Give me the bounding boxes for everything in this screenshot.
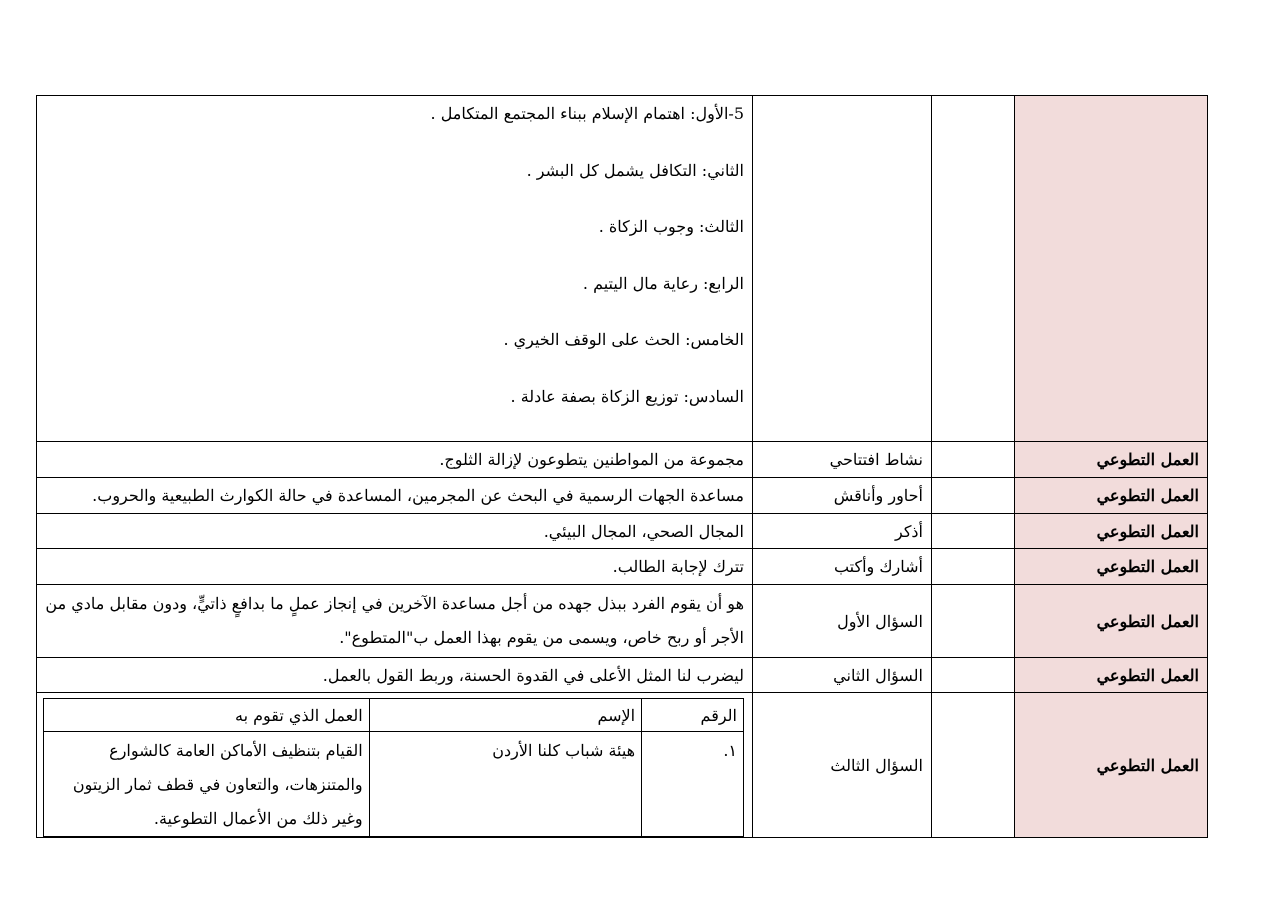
blank-cell [932, 549, 1015, 585]
topic-cell: العمل التطوعي [1015, 693, 1208, 838]
activity-cell: أشارك وأكتب [753, 549, 932, 585]
table-row [37, 514, 1208, 549]
blank-cell [932, 478, 1015, 514]
inner-cell-number: ١. [642, 732, 744, 837]
activity-cell: السؤال الأول [753, 585, 932, 658]
table-row [37, 585, 1208, 658]
table-row [37, 658, 1208, 693]
topic-cell-empty [1015, 96, 1208, 442]
content-cell: المجال الصحي، المجال البيئي. [37, 514, 753, 549]
table-row [37, 478, 1208, 514]
topic-cell: العمل التطوعي [1015, 478, 1208, 514]
lesson-table [36, 95, 1208, 838]
topic-cell: العمل التطوعي [1015, 514, 1208, 549]
inner-cell-name: هيئة شباب كلنا الأردن [369, 732, 641, 837]
content-cell: ليضرب لنا المثل الأعلى في القدوة الحسنة، وربط القول بالعمل. [37, 658, 753, 693]
activity-cell-empty [753, 96, 932, 442]
intro-list-item: 5-الأول: اهتمام الإسلام ببناء المجتمع المتكامل . [430, 104, 744, 123]
inner-cell-work: القيام بتنظيف الأماكن العامة كالشوارع والمتنزهات، والتعاون في قطف ثمار الزيتون وغير ذلك من الأعمال التطوعية. [44, 732, 370, 837]
blank-cell [932, 585, 1015, 658]
intro-list-item: الثالث: وجوب الزكاة . [598, 217, 744, 236]
blank-cell [932, 693, 1015, 838]
topic-cell: العمل التطوعي [1015, 658, 1208, 693]
blank-cell [932, 658, 1015, 693]
activity-cell: نشاط افتتاحي [753, 442, 932, 478]
content-cell: هو أن يقوم الفرد ببذل جهده من أجل مساعدة الآخرين في إنجاز عملٍ ما بدافعٍ ذاتيٍّ، ودون مقابل مادي من الأجر أو ربح خاص، ويسمى من يقوم بهذا العمل ب"المتطوع". [37, 585, 753, 658]
intro-list-item: الثاني: التكافل يشمل كل البشر . [526, 160, 744, 180]
topic-cell: العمل التطوعي [1015, 549, 1208, 585]
inner-table-row [44, 732, 744, 837]
topic-cell: العمل التطوعي [1015, 585, 1208, 658]
intro-list-item: الرابع: رعاية مال اليتيم . [582, 273, 744, 293]
inner-table [43, 698, 744, 837]
blank-cell [932, 96, 1015, 442]
inner-table-header [44, 699, 744, 732]
intro-list-item: الخامس: الحث على الوقف الخيري . [503, 330, 744, 349]
content-cell: مجموعة من المواطنين يتطوعون لإزالة الثلوج. [37, 442, 753, 478]
blank-cell [932, 442, 1015, 478]
intro-row [37, 96, 1208, 442]
intro-list-item: السادس: توزيع الزكاة بصفة عادلة . [510, 386, 744, 406]
table-row [37, 693, 1208, 838]
activity-cell: السؤال الثاني [753, 658, 932, 693]
topic-cell: العمل التطوعي [1015, 442, 1208, 478]
inner-header-name: الإسم [369, 699, 641, 732]
inner-header-work: العمل الذي تقوم به [44, 699, 370, 732]
content-cell: مساعدة الجهات الرسمية في البحث عن المجرمين، المساعدة في حالة الكوارث الطبيعية والحروب. [37, 478, 753, 514]
activity-cell: أذكر [753, 514, 932, 549]
activity-cell: السؤال الثالث [753, 693, 932, 838]
table-row [37, 442, 1208, 478]
activity-cell: أحاور وأناقش [753, 478, 932, 514]
table-row [37, 549, 1208, 585]
inner-table-cell [37, 693, 753, 838]
content-cell: تترك لإجابة الطالب. [37, 549, 753, 585]
blank-cell [932, 514, 1015, 549]
intro-list [37, 96, 753, 442]
inner-header-number: الرقم [642, 699, 744, 732]
